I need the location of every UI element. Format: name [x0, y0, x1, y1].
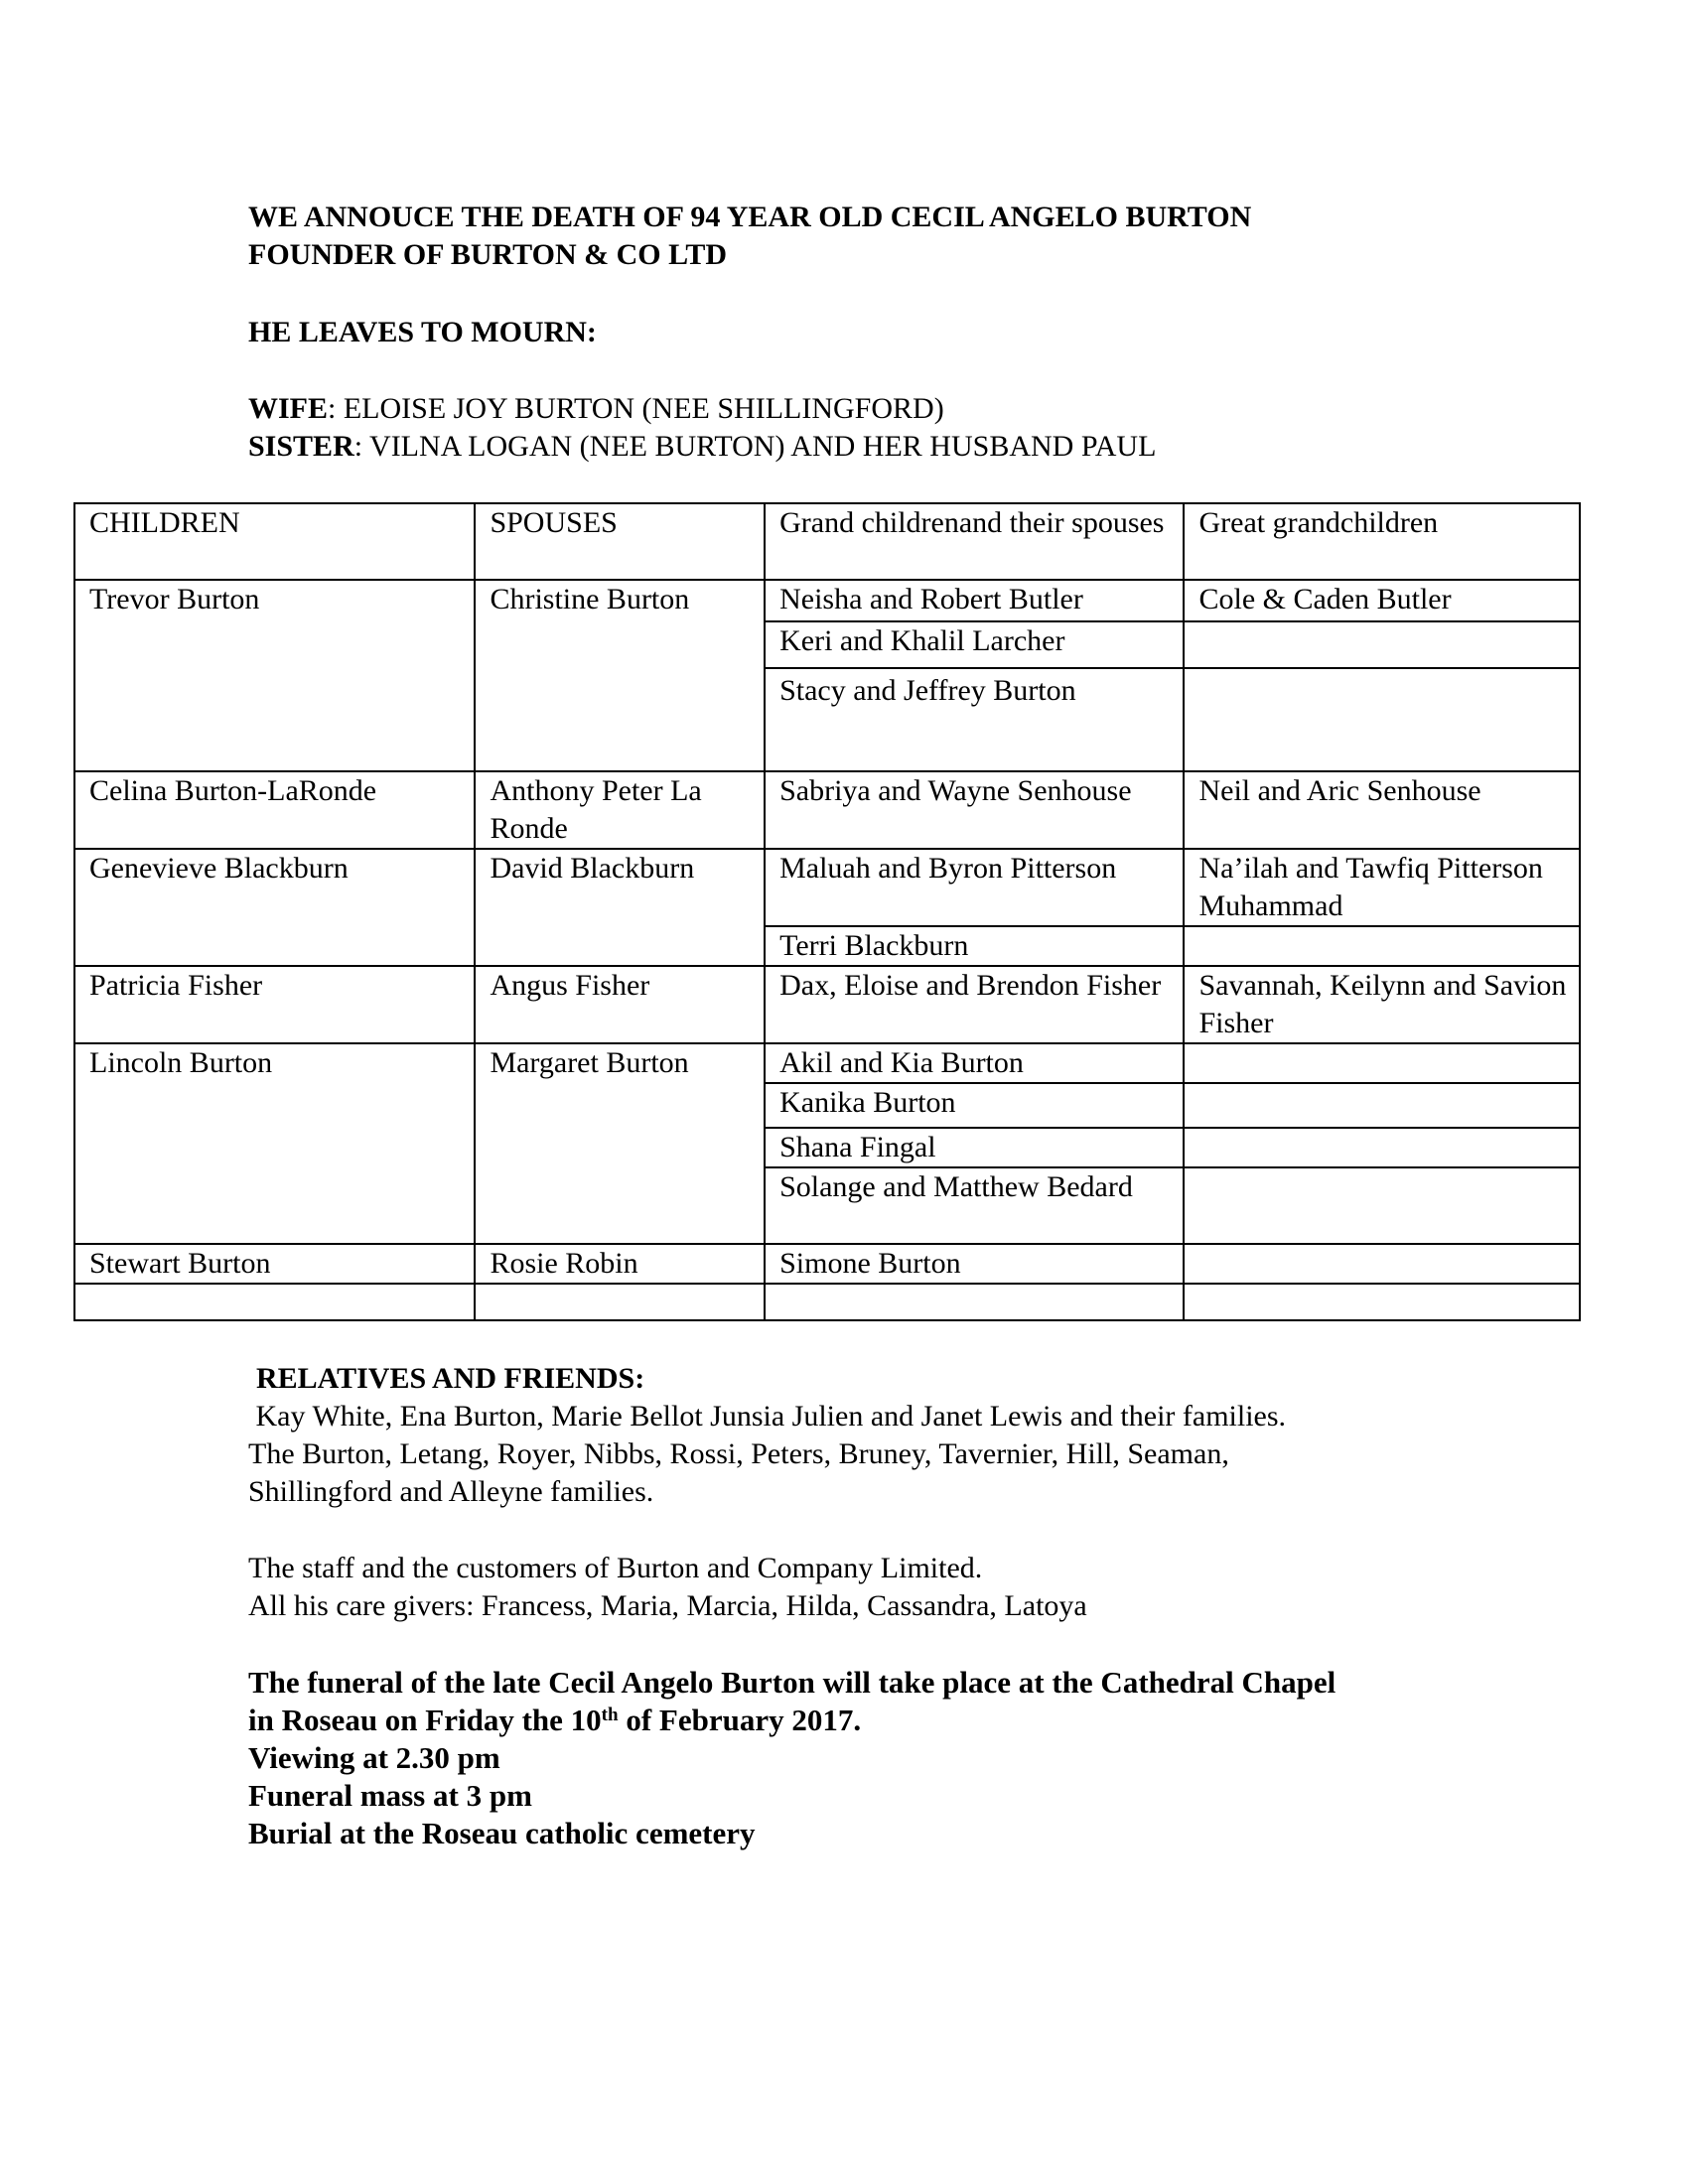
table-row	[74, 580, 1580, 621]
header-grandchildren: Grand childrenand their spouses	[765, 503, 1184, 580]
grandchild-cell: Maluah and Byron Pitterson	[765, 849, 1184, 926]
announcement-line-1: WE ANNOUCE THE DEATH OF 94 YEAR OLD CECIL ANGELO BURTON	[248, 201, 1252, 233]
relatives-line-1: Kay White, Ena Burton, Marie Bellot Junsia Julien and Janet Lewis and their families.	[248, 1400, 1287, 1433]
wife-value: : ELOISE JOY BURTON (NEE SHILLINGFORD)	[328, 392, 944, 425]
sister-label: SISTER	[248, 430, 354, 463]
spouse-cell: David Blackburn	[475, 849, 765, 966]
great-grandchild-cell	[1184, 668, 1580, 771]
announcement-line-2: FOUNDER OF BURTON & CO LTD	[248, 238, 728, 271]
header-children: CHILDREN	[74, 503, 475, 580]
funeral-details	[248, 1664, 1336, 1852]
funeral-line-1: The funeral of the late Cecil Angelo Burton will take place at the Cathedral Chapel	[248, 1665, 1336, 1700]
table-empty-row	[74, 1284, 1580, 1320]
funeral-mass-time: Funeral mass at 3 pm	[248, 1778, 532, 1813]
grandchild-cell: Kanika Burton	[765, 1083, 1184, 1128]
child-cell: Lincoln Burton	[74, 1043, 475, 1244]
spouse-cell: Christine Burton	[475, 580, 765, 771]
mourn-heading: HE LEAVES TO MOURN:	[248, 316, 597, 348]
spouse-cell: Anthony Peter La Ronde	[475, 771, 765, 849]
great-grandchild-cell	[1184, 1128, 1580, 1167]
funeral-date-suffix: of February 2017.	[618, 1703, 862, 1737]
wife-label: WIFE	[248, 392, 329, 425]
great-grandchild-cell: Cole & Caden Butler	[1184, 580, 1580, 621]
sister-line	[248, 428, 1156, 466]
wife-line	[248, 390, 944, 428]
great-grandchild-cell	[1184, 926, 1580, 966]
sister-value: : VILNA LOGAN (NEE BURTON) AND HER HUSBAND PAUL	[353, 430, 1157, 463]
header-great-grandchildren: Great grandchildren	[1184, 503, 1580, 580]
table-row	[74, 849, 1580, 926]
table-row	[74, 771, 1580, 849]
table-row	[74, 1244, 1580, 1284]
great-grandchild-cell	[1184, 1167, 1580, 1244]
spouse-cell: Angus Fisher	[475, 966, 765, 1043]
grandchild-cell: Neisha and Robert Butler	[765, 580, 1184, 621]
spouse-cell: Rosie Robin	[475, 1244, 765, 1284]
table-header-row	[74, 503, 1580, 580]
header-spouses: SPOUSES	[475, 503, 765, 580]
great-grandchild-cell: Na’ilah and Tawfiq Pitterson Muhammad	[1184, 849, 1580, 926]
funeral-date-ordinal: th	[601, 1705, 619, 1725]
grandchild-cell: Solange and Matthew Bedard	[765, 1167, 1184, 1244]
spouse-cell: Margaret Burton	[475, 1043, 765, 1244]
relatives-line-5: All his care givers: Francess, Maria, Marcia, Hilda, Cassandra, Latoya	[248, 1589, 1087, 1622]
relatives-title: RELATIVES AND FRIENDS:	[256, 1362, 645, 1395]
great-grandchild-cell	[1184, 1043, 1580, 1083]
relatives-line-3: Shillingford and Alleyne families.	[248, 1475, 654, 1508]
grandchild-cell: Terri Blackburn	[765, 926, 1184, 966]
funeral-line-2	[248, 1702, 1336, 1739]
grandchild-cell: Keri and Khalil Larcher	[765, 621, 1184, 668]
child-cell: Genevieve Blackburn	[74, 849, 475, 966]
great-grandchild-cell: Savannah, Keilynn and Savion Fisher	[1184, 966, 1580, 1043]
great-grandchild-cell	[1184, 1244, 1580, 1284]
grandchild-cell: Akil and Kia Burton	[765, 1043, 1184, 1083]
child-cell: Trevor Burton	[74, 580, 475, 771]
child-cell: Patricia Fisher	[74, 966, 475, 1043]
grandchild-cell: Stacy and Jeffrey Burton	[765, 668, 1184, 771]
viewing-time: Viewing at 2.30 pm	[248, 1740, 500, 1775]
burial-location: Burial at the Roseau catholic cemetery	[248, 1816, 756, 1850]
grandchild-cell: Shana Fingal	[765, 1128, 1184, 1167]
relatives-line-2: The Burton, Letang, Royer, Nibbs, Rossi, Peters, Bruney, Tavernier, Hill, Seaman,	[248, 1437, 1229, 1470]
child-cell: Celina Burton-LaRonde	[74, 771, 475, 849]
family-table	[73, 502, 1581, 1321]
child-cell: Stewart Burton	[74, 1244, 475, 1284]
grandchild-cell: Simone Burton	[765, 1244, 1184, 1284]
grandchild-cell: Sabriya and Wayne Senhouse	[765, 771, 1184, 849]
relatives-line-4: The staff and the customers of Burton and Company Limited.	[248, 1552, 983, 1584]
table-row	[74, 1043, 1580, 1083]
great-grandchild-cell: Neil and Aric Senhouse	[1184, 771, 1580, 849]
grandchild-cell: Dax, Eloise and Brendon Fisher	[765, 966, 1184, 1043]
table-row	[74, 966, 1580, 1043]
great-grandchild-cell	[1184, 1083, 1580, 1128]
great-grandchild-cell	[1184, 621, 1580, 668]
funeral-date-prefix: in Roseau on Friday the 10	[248, 1703, 602, 1737]
